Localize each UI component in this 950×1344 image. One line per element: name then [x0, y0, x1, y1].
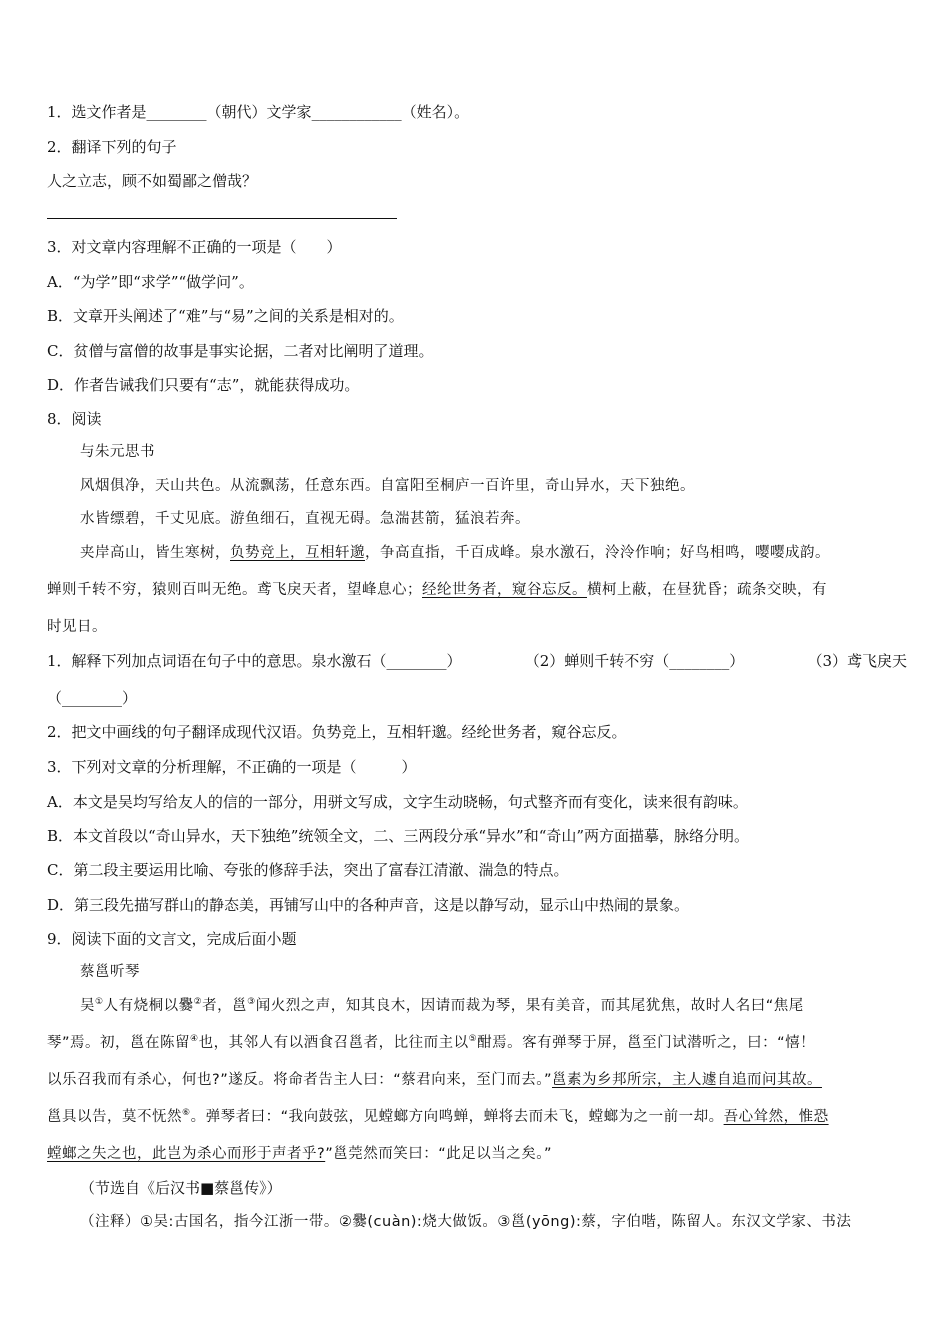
p2-l1-c: 者，邕	[202, 998, 248, 1014]
q1-text-c: （姓名）。	[401, 103, 470, 121]
p3-text-d: 横柯上蔽，在昼犹昏；疏条交映，有	[587, 582, 827, 598]
passage-2-line-2	[47, 1033, 815, 1053]
q8-sub3: 3．下列对文章的分析理解，不正确的一项是（ ）	[47, 758, 417, 776]
p2-l3-underlined: 邕素为乡邦所宗，主人遽自追而问其故。	[551, 1072, 822, 1088]
passage-paragraph-2: 水皆缥碧，千丈见底。游鱼细石，直视无碍。急湍甚箭，猛浪若奔。	[80, 511, 530, 527]
p3-underlined-2: 经纶世务者，窥谷忘反。	[422, 582, 587, 598]
footnote-3: ③	[247, 997, 256, 1008]
question-9-heading: 9．阅读下面的文言文，完成后面小题	[47, 930, 297, 948]
question-2: 2．翻译下列的句子	[47, 138, 177, 156]
passage-title: 与朱元思书	[80, 444, 155, 460]
p2-l2-a: 琴”焉。初，邕在陈留	[47, 1035, 191, 1051]
passage-2-line-4	[47, 1107, 829, 1127]
passage-paragraph-3-line-1	[80, 543, 830, 563]
q1-text-a: 1．选文作者是	[47, 103, 147, 121]
footnote-4: ④	[190, 1034, 199, 1045]
question-3-option-d: D．作者告诫我们只要有“志”，就能获得成功。	[47, 376, 360, 394]
q8-sub3-option-c: C．第二段主要运用比喻、夸张的修辞手法，突出了富春江清澈、湍急的特点。	[47, 861, 569, 879]
q8-sub3-option-b: B．本文首段以“奇山异水，天下独绝”统领全文，二、三两段分承“异水”和“奇山”两方面描摹，脉络分明。	[47, 827, 750, 845]
passage-paragraph-1: 风烟俱净，天山共色。从流飘荡，任意东西。自富阳至桐庐一百许里，奇山异水，天下独绝。	[80, 478, 695, 494]
passage-2-line-3	[47, 1070, 822, 1090]
footnote-5: ⑤	[468, 1034, 478, 1045]
question-3: 3．对文章内容理解不正确的一项是（ ）	[47, 238, 342, 256]
footnote-6: ⑥	[182, 1108, 191, 1119]
q8-sub3-option-a: A．本文是吴均写给友人的信的一部分，用骈文写成，文字生动晓畅，句式整齐而有变化，读来很有韵味。	[47, 793, 748, 811]
q8-sub1-line	[47, 651, 907, 671]
passage-2-source: （节选自《后汉书■蔡邕传》）	[80, 1179, 282, 1197]
question-3-option-b: B．文章开头阐述了“难”与“易”之间的关系是相对的。	[47, 307, 404, 325]
p2-l4-underlined: 吾心耸然，惟恐	[723, 1109, 829, 1125]
question-1-line	[47, 102, 469, 122]
p2-l2-b: 也，其邻人有以酒食召邕者，比往而主以	[198, 1035, 469, 1051]
p2-l1-d: 闻火烈之声，知其良木，因请而裁为琴，果有美音，而其尾犹焦，故时人名曰“焦尾	[255, 998, 804, 1014]
q8-sub2: 2．把文中画线的句子翻译成现代汉语。负势竞上，互相轩邈。经纶世务者，窥谷忘反。	[47, 723, 627, 741]
question-3-option-a: A．“为学”即“求学”“做学问”。	[47, 273, 254, 291]
q8-sub1-part-b: （2）蝉则千转不穷（________）	[524, 652, 745, 670]
passage-2-title: 蔡邕听琴	[80, 964, 140, 980]
q1-blank-name: ____________	[311, 103, 402, 121]
p3-text-b: ，争高直指，千百成峰。泉水激石，泠泠作响；好鸟相鸣，嘤嘤成韵。	[365, 545, 830, 561]
q8-sub1-part-d: （________）	[47, 689, 138, 707]
q1-blank-dynasty: ________	[146, 103, 207, 121]
p2-l5-b: ”邕莞然而笑曰：“此足以当之矣。”	[325, 1146, 552, 1162]
passage-2-line-5	[47, 1144, 552, 1164]
passage-2-line-1	[80, 996, 804, 1016]
question-3-option-c: C．贫僧与富僧的故事是事实论据，二者对比阐明了道理。	[47, 342, 434, 360]
q8-sub3-option-d: D．第三段先描写群山的静态美，再铺写山中的各种声音，这是以静写动，显示山中热闹的景象。	[47, 896, 690, 914]
q8-sub1-part-c: （3）鸢飞戾天	[807, 652, 907, 670]
question-8-heading: 8．阅读	[47, 410, 102, 428]
p3-underlined-1: 负势竞上，互相轩邈	[230, 545, 365, 561]
p2-l3-a: 以乐召我而有杀心，何也?”遂反。将命者告主人曰：“蔡君向来，至门而去。”	[47, 1072, 552, 1088]
p2-l4-a: 邕具以告，莫不怃然	[47, 1109, 182, 1125]
footnote-1: ①	[95, 997, 104, 1008]
q8-sub1-part-a: 1．解释下列加点词语在句子中的意思。泉水激石（________）	[47, 652, 462, 670]
p3-text-a: 夹岸高山，皆生寒树，	[80, 545, 230, 561]
p2-l2-c: 酣焉。客有弹琴于屏，邕至门试潜听之，曰：“憘！	[477, 1035, 816, 1051]
p2-l1-a: 吴	[80, 998, 95, 1014]
passage-2-notes: （注释）①吴:古国名，指今江浙一带。②爨(cuàn):烧大做饭。③邕(yōng):蔡，字伯喈，陈留人。东汉文学家、书法	[80, 1214, 852, 1230]
passage-paragraph-3-line-3: 时见日。	[47, 619, 107, 635]
footnote-2: ②	[193, 997, 203, 1008]
p2-l1-b: 人有烧桐以爨	[103, 998, 194, 1014]
passage-paragraph-3-line-2	[47, 580, 827, 600]
q1-text-b: （朝代）文学家	[206, 103, 312, 121]
p2-l5-underlined: 螳螂之失之也，此岂为杀心而形于声者乎?	[47, 1146, 326, 1162]
answer-line	[47, 218, 397, 219]
question-2-sentence: 人之立志，顾不如蜀鄙之僧哉？	[47, 172, 258, 190]
p3-text-c: 蝉则千转不穷，猿则百叫无绝。鸢飞戾天者，望峰息心；	[47, 582, 422, 598]
p2-l4-b: 。弹琴者曰：“我向鼓弦，见螳螂方向鸣蝉，蝉将去而未飞，螳螂为之一前一却。	[190, 1109, 724, 1125]
